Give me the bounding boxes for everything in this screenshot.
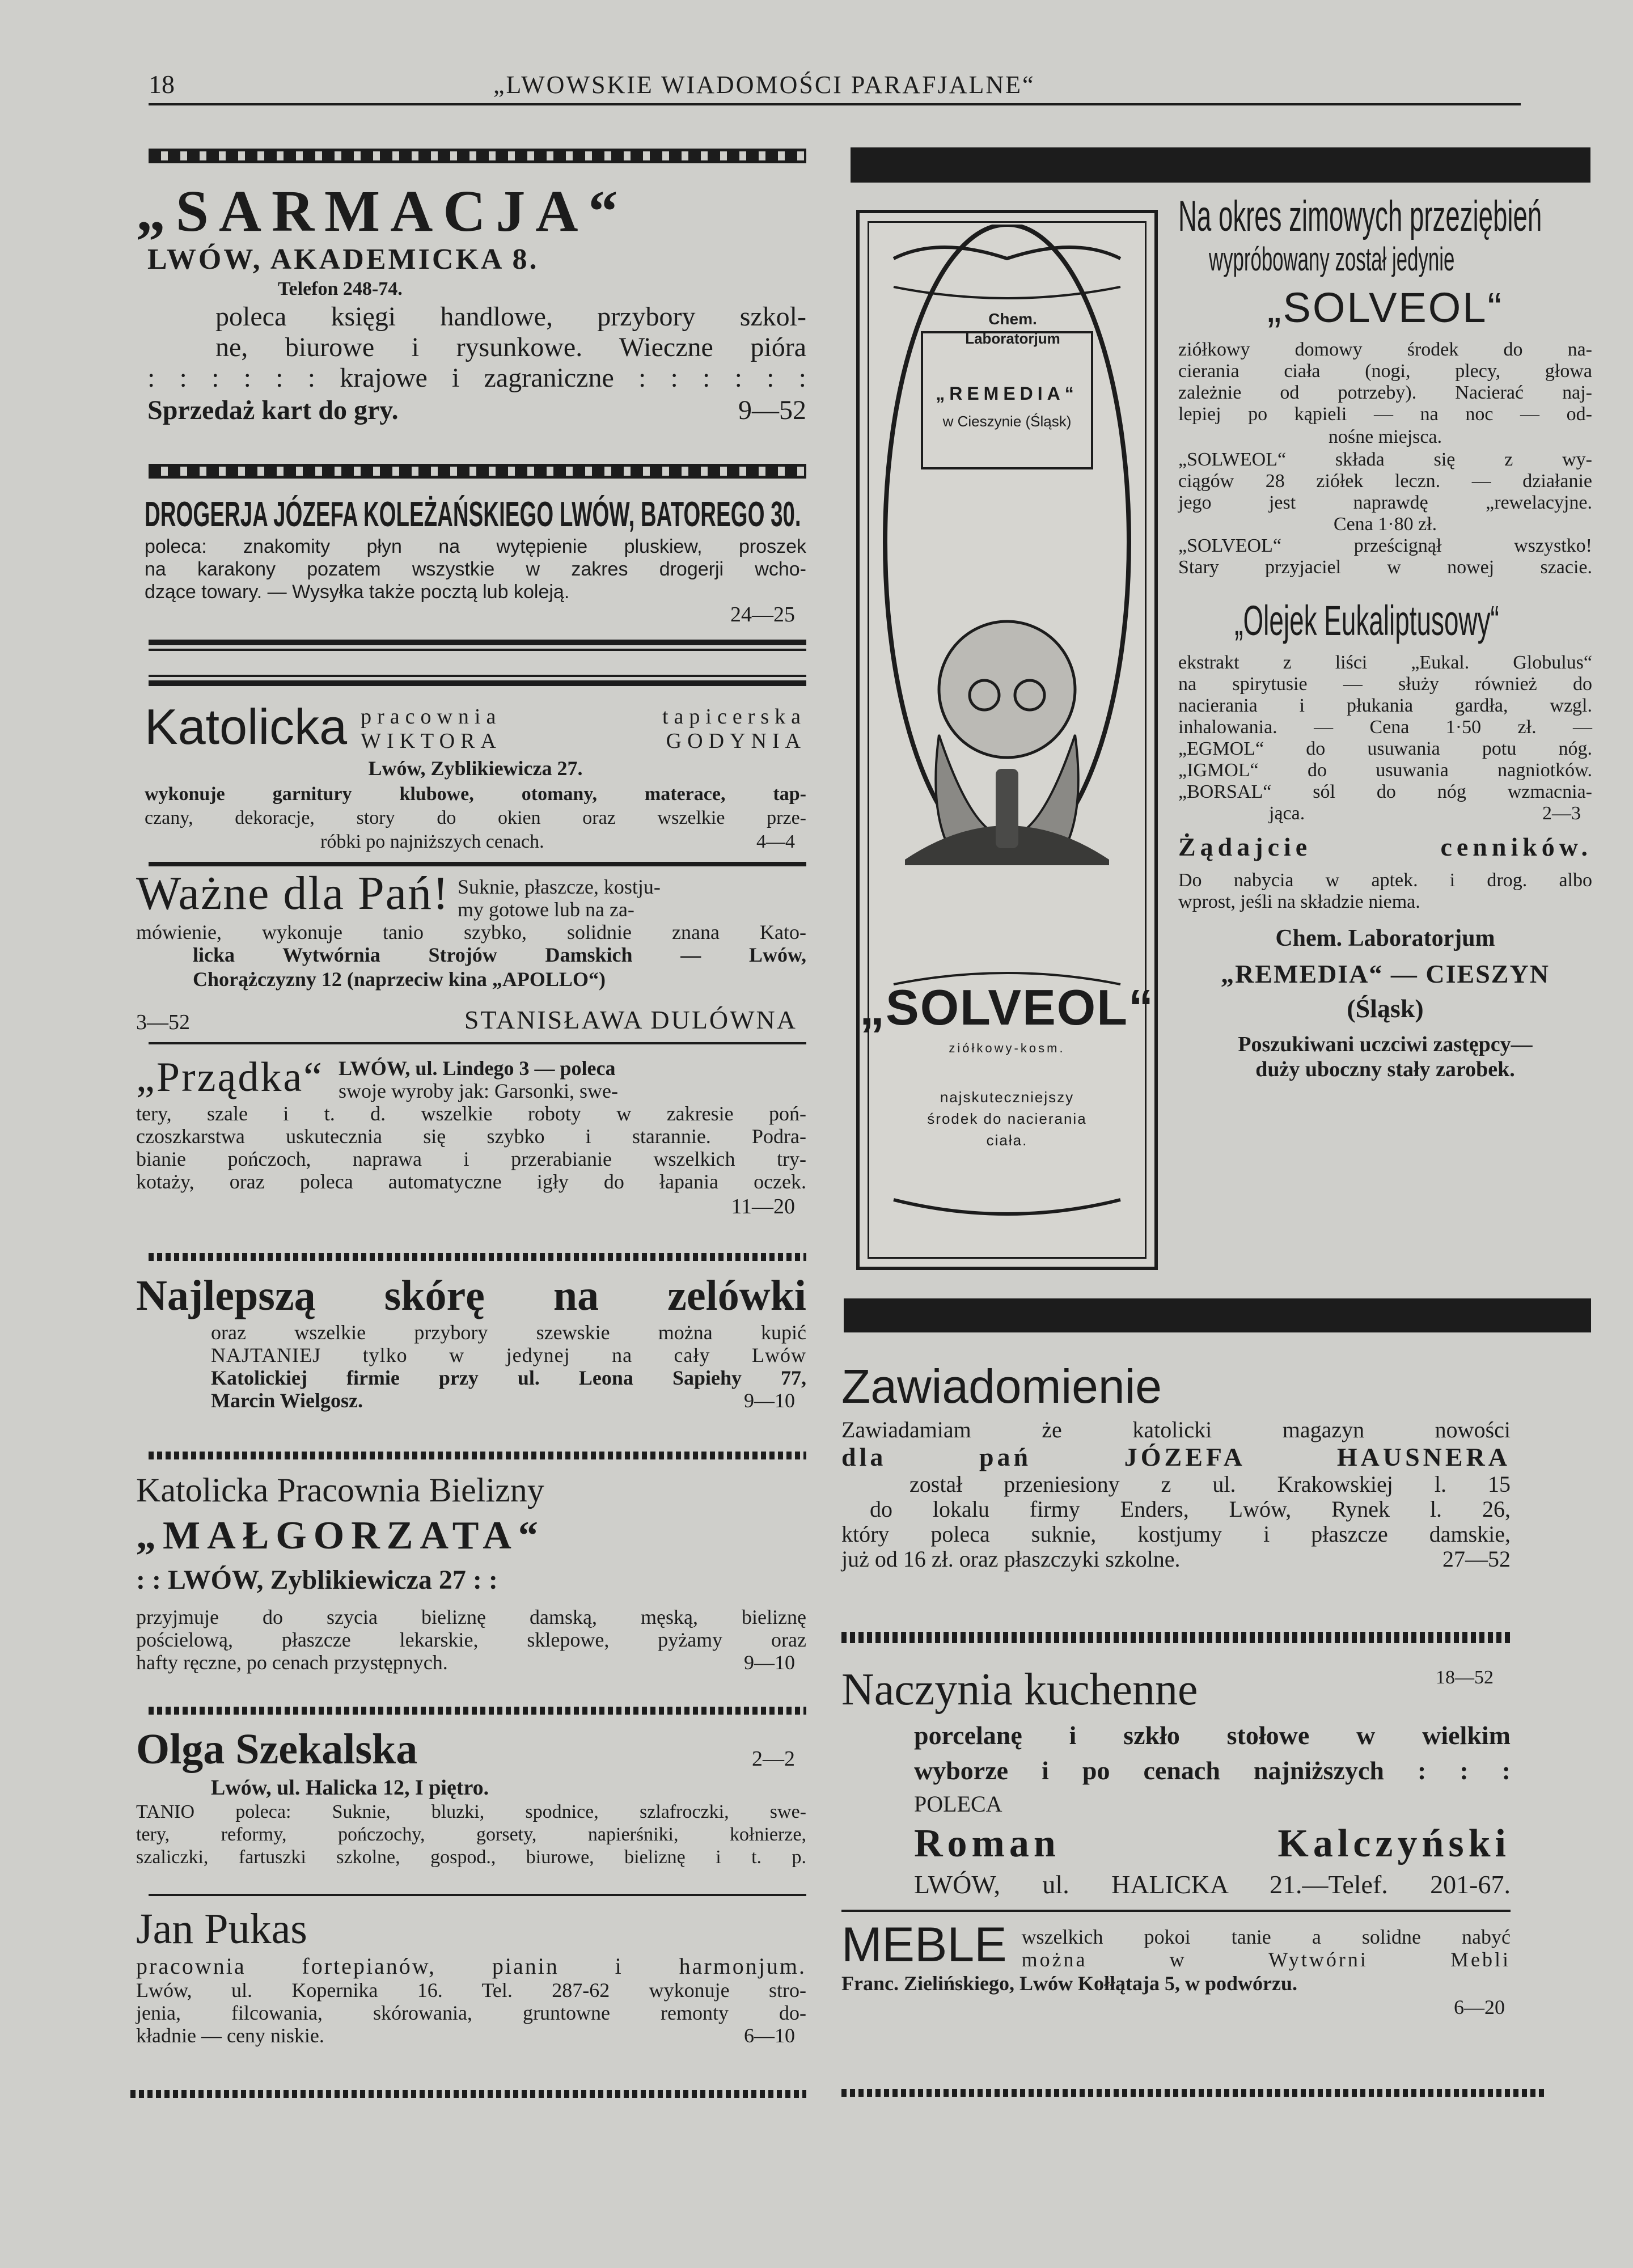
- skora-line: NAJTANIEJ tylko w jedynej na cały Lwów: [211, 1344, 806, 1366]
- meble-side: można w Wytwórni Mebli: [1021, 1948, 1511, 1971]
- wazne-line: Chorążczyzny 12 (naprzeciw kina „APOLLO“): [193, 968, 606, 991]
- solveol-wanted: duży uboczny stały zarobek.: [1255, 1057, 1515, 1081]
- naczynia-name: Roman Kalczyński: [914, 1822, 1511, 1865]
- solveol-desc: najskuteczniejszy: [940, 1089, 1074, 1106]
- zawiadomienie-line: Zawiadamiam że katolicki magazyn nowości: [841, 1417, 1511, 1442]
- solveol-line: na spirytusie — służy również do: [1178, 674, 1592, 695]
- ad-malgorzata: [136, 1469, 806, 1674]
- solveol-line: „SOLWEOL“ składa się z wy-: [1178, 449, 1592, 470]
- ad-katolicka-tapicerska: [145, 692, 806, 854]
- solveol-line: zależnie od potrzeby). Nacierać naj-: [1178, 382, 1592, 403]
- divider: [149, 1042, 806, 1044]
- ad-drogerja: [145, 494, 806, 626]
- solveol-line: „IGMOL“ do usuwania nagniotków.: [1178, 760, 1592, 781]
- sarmacja-line: ne, biurowe i rysunkowe. Wieczne pióra: [215, 332, 806, 362]
- solveol-last-line: jąca.: [1269, 803, 1305, 824]
- solveol-slask: (Śląsk): [1347, 994, 1424, 1023]
- drogerja-line: poleca: znakomity płyn na wytępienie pluskiew, proszek: [145, 536, 806, 557]
- ad-naczynia: [841, 1661, 1511, 1902]
- black-bar: [844, 1298, 1591, 1332]
- ad-olga: [136, 1724, 806, 1869]
- zawiadomienie-last-line: już od 16 zł. oraz płaszczyki szkolne.: [841, 1546, 1181, 1572]
- ad-code: 2—2: [752, 1747, 795, 1771]
- solveol-line: inhalowania. — Cena 1·50 zł. —: [1178, 717, 1592, 738]
- ad-skora: [136, 1270, 806, 1412]
- katolicka-line: wykonuje garnitury klubowe, otomany, materace, tap-: [145, 784, 806, 805]
- page-header-title: „LWOWSKIE WIADOMOŚCI PARAFJALNE“: [493, 71, 1035, 99]
- dotted-divider: [841, 2089, 1545, 2097]
- malgorzata-last-line: hafty ręczne, po cenach przystępnych.: [136, 1651, 448, 1674]
- ad-meble: [841, 1919, 1511, 2019]
- solveol-wanted: Poszukiwani uczciwi zastępcy—: [1238, 1033, 1533, 1056]
- zawiadomienie-title: Zawiadomienie: [841, 1360, 1162, 1413]
- naczynia-line: porcelanę i szkło stołowe w wielkim: [914, 1721, 1511, 1750]
- solveol-lab: Laboratorjum: [965, 330, 1060, 347]
- ad-pukas: [136, 1904, 806, 2047]
- meble-side: wszelkich pokoi tanie a solidne nabyć: [1021, 1926, 1511, 1948]
- ad-zawiadomienie: [841, 1355, 1511, 1572]
- sarmacja-address: LWÓW, AKADEMICKA 8.: [147, 243, 539, 276]
- ad-code: 6—10: [744, 2024, 795, 2047]
- solveol-price: Cena 1·80 zł.: [1333, 514, 1437, 535]
- solveol-brand: „SOLVEOL“: [860, 979, 1154, 1035]
- solveol-line: wprost, jeśli na składzie niema.: [1178, 891, 1420, 912]
- divider: [149, 1894, 806, 1896]
- meble-line: Franc. Zielińskiego, Lwów Kołłątaja 5, w podwórzu.: [841, 1972, 1298, 1995]
- katolicka-address: Lwów, Zyblikiewicza 27.: [368, 757, 583, 780]
- olga-line: tery, reformy, pończochy, gorsety, napierśniki, kołnierze,: [136, 1824, 806, 1845]
- przadka-side: LWÓW, ul. Lindego 3 — poleca: [339, 1057, 616, 1080]
- solveol-line: nośne miejsca.: [1328, 426, 1442, 447]
- solveol-tag: ziółkowy-kosm.: [949, 1041, 1065, 1055]
- wazne-line: mówienie, wykonuje tanio szybko, solidnie znana Kato-: [136, 921, 806, 943]
- sarmacja-line: : : : : : : krajowe i zagraniczne : : : : : :: [147, 363, 806, 393]
- ad-code: 3—52: [136, 1010, 190, 1034]
- ornament-divider: [149, 149, 806, 163]
- solveol-line: ekstrakt z liści „Eukal. Globulus“: [1178, 652, 1592, 673]
- header-rule: [149, 103, 1521, 105]
- wazne-line: licka Wytwórnia Strojów Damskich — Lwów,: [193, 943, 806, 966]
- katolicka-last-line: róbki po najniższych cenach.: [320, 831, 544, 852]
- divider: [149, 680, 806, 686]
- katolicka-small-top: pracownia tapicerska: [361, 705, 806, 729]
- solveol-cennik: Żądajcie cenników.: [1178, 832, 1592, 861]
- ad-wazne-dla-pan: [136, 866, 806, 1035]
- pukas-last-line: kładnie — ceny niskie.: [136, 2024, 324, 2047]
- ornament-divider: [149, 464, 806, 479]
- solveol-olejek: „Olejek Eukaliptusowy“: [1234, 597, 1499, 644]
- malgorzata-line: przyjmuje do szycia bieliznę damską, męską, bieliznę: [136, 1606, 806, 1628]
- pukas-line: Lwów, ul. Kopernika 16. Tel. 287-62 wykonuje stro-: [136, 1979, 806, 2002]
- zawiadomienie-line: dla pań JÓZEFA HAUSNERA: [841, 1442, 1511, 1471]
- malgorzata-line: pościelową, płaszcze lekarskie, sklepowe, pyżamy oraz: [136, 1628, 806, 1651]
- naczynia-line: wyborze i po cenach najniższych : : :: [914, 1756, 1511, 1785]
- wazne-side: my gotowe lub na za-: [458, 898, 634, 921]
- olga-name: Olga Szekalska: [136, 1725, 418, 1773]
- skora-line: oraz wszelkie przybory szewskie można kupić: [211, 1321, 806, 1344]
- przadka-big: „Prządka“: [136, 1054, 324, 1101]
- sarmacja-line: poleca księgi handlowe, przybory szkol-: [215, 302, 806, 332]
- ad-przadka: [136, 1050, 806, 1220]
- skora-line: Katolickiej firmie przy ul. Leona Sapiehy 77,: [211, 1366, 806, 1389]
- solveol-line: lepiej po kąpieli — na noc — od-: [1178, 404, 1592, 425]
- olga-line: szaliczki, fartuszki szkolne, gospod., biurowe, bieliznę i t. p.: [136, 1847, 806, 1868]
- black-bar: [851, 147, 1590, 183]
- divider: [149, 649, 806, 651]
- solveol-lab: Chem.: [988, 310, 1037, 328]
- dotted-divider: [841, 1632, 1511, 1643]
- ad-sarmacja: [136, 180, 806, 428]
- przadka-line: bianie pończoch, naprawa i przerabianie wszelkich try-: [136, 1148, 806, 1170]
- sarmacja-name: „SARMACJA“: [136, 179, 628, 244]
- solveol-line: Stary przyjaciel w nowej szacie.: [1178, 557, 1592, 578]
- solveol-line: „EGMOL“ do usuwania potu nóg.: [1178, 738, 1592, 759]
- zawiadomienie-line: do lokalu firmy Enders, Lwów, Rynek l. 26,: [870, 1496, 1511, 1522]
- ad-code: 9—10: [744, 1389, 795, 1412]
- solveol-brand-text: „SOLVEOL“: [1267, 284, 1504, 331]
- skora-big: Najlepszą skórę na zelówki: [136, 1272, 806, 1319]
- solveol-head: Na okres zimowych przeziębień: [1178, 192, 1542, 240]
- naczynia-poleca: POLECA: [914, 1791, 1002, 1817]
- przadka-line: kotaży, oraz poleca automatyczne igły do łapania oczek.: [136, 1170, 806, 1193]
- malgorzata-address: : : LWÓW, Zyblikiewicza 27 : :: [136, 1565, 498, 1595]
- sarmacja-last-line: Sprzedaż kart do gry.: [147, 395, 399, 425]
- solveol-line: ciągów 28 ziółek leczn. — działanie: [1178, 471, 1592, 492]
- page-number: 18: [149, 70, 175, 99]
- ad-code: 4—4: [756, 831, 795, 852]
- solveol-line: „BORSAL“ sól do nóg wzmacnia-: [1178, 781, 1592, 802]
- katolicka-big: Katolicka: [145, 699, 348, 755]
- katolicka-small-bottom: WIKTORA GODYNIA: [361, 729, 806, 753]
- solveol-line: „SOLVEOL“ prześcignął wszystko!: [1178, 535, 1592, 556]
- divider: [149, 862, 806, 866]
- przadka-side: swoje wyroby jak: Garsonki, swe-: [339, 1080, 618, 1102]
- ad-code: 9—10: [744, 1651, 795, 1674]
- drogerja-title: DROGERJA JÓZEFA KOLEŻAŃSKIEGO LWÓW, BATOREGO 30.: [145, 495, 801, 534]
- solveol-desc: ciała.: [986, 1132, 1028, 1149]
- pukas-line: pracownia fortepianów, pianin i harmonjum.: [136, 1953, 806, 1979]
- solveol-line: ziółkowy domowy środek do na-: [1178, 339, 1592, 360]
- solveol-remedia-text: „REMEDIA“ — CIESZYN: [1221, 959, 1550, 988]
- dotted-divider: [149, 1253, 806, 1261]
- ad-code: 6—20: [1454, 1996, 1505, 2019]
- zawiadomienie-line: został przeniesiony z ul. Krakowskiej l. 15: [909, 1471, 1511, 1497]
- pukas-line: jenia, filcowania, skórowania, gruntowne remonty do-: [136, 2002, 806, 2024]
- ad-code: 2—3: [1542, 803, 1581, 824]
- solveol-line: Do nabycia w aptek. i drog. albo: [1178, 870, 1592, 891]
- pukas-name: Jan Pukas: [136, 1905, 307, 1953]
- dotted-divider: [130, 2090, 806, 2098]
- olga-line: TANIO poleca: Suknie, bluzki, spodnice, szlafroczki, swe-: [136, 1801, 806, 1822]
- sarmacja-phone: Telefon 248-74.: [278, 278, 403, 299]
- ad-code: 24—25: [730, 603, 795, 627]
- przadka-line: czoszkarstwa uskutecznia się szybko i starannie. Podra-: [136, 1125, 806, 1148]
- wazne-signature: STANISŁAWA DULÓWNA: [464, 1005, 797, 1034]
- ad-code: 18—52: [1436, 1667, 1494, 1688]
- drogerja-line: na karakony pozatem wszystkie w zakres drogerji wcho-: [145, 558, 806, 580]
- solveol-illustration: [856, 210, 1158, 1270]
- ad-code: 27—52: [1442, 1546, 1511, 1572]
- ad-code: 11—20: [731, 1195, 795, 1218]
- katolicka-line: czany, dekoracje, story do okien oraz wszelkie prze-: [145, 807, 806, 828]
- meble-big: MEBLE: [841, 1918, 1007, 1972]
- dotted-divider: [149, 1707, 806, 1715]
- olga-address: Lwów, ul. Halicka 12, I piętro.: [211, 1776, 489, 1800]
- drogerja-line: dzące towary. — Wysyłka także pocztą lub koleją.: [145, 581, 570, 603]
- skora-last-line: Marcin Wielgosz.: [211, 1389, 363, 1412]
- solveol-remedia: „REMEDIA“: [936, 383, 1078, 404]
- divider: [149, 675, 806, 677]
- divider: [841, 1910, 1511, 1912]
- naczynia-title: Naczynia kuchenne: [841, 1665, 1198, 1715]
- solveol-lab-text: Chem. Laboratorjum: [1275, 925, 1495, 951]
- wazne-big: Ważne dla Pań!: [136, 867, 450, 920]
- naczynia-address: LWÓW, ul. HALICKA 21.—Telef. 201-67.: [914, 1870, 1511, 1899]
- solveol-head: wypróbowany został jedynie: [1209, 241, 1455, 277]
- zawiadomienie-line: który poleca suknie, kostjumy i płaszcze damskie,: [841, 1521, 1511, 1547]
- divider: [149, 640, 806, 645]
- dotted-divider: [149, 1452, 806, 1459]
- solveol-line: cierania ciała (nogi, plecy, głowa: [1178, 361, 1592, 382]
- ad-code: 9—52: [738, 395, 806, 425]
- solveol-city: w Cieszynie (Śląsk): [942, 413, 1072, 430]
- solveol-line: nacierania i płukania gardła, wzgl.: [1178, 695, 1592, 716]
- solveol-desc: środek do nacierania: [927, 1110, 1087, 1127]
- malgorzata-name: „MAŁGORZATA“: [136, 1514, 545, 1558]
- ad-solveol: [1178, 192, 1592, 1082]
- wazne-side: Suknie, płaszcze, kostju-: [458, 875, 661, 898]
- malgorzata-title: Katolicka Pracownia Bielizny: [136, 1471, 544, 1509]
- solveol-line: jego jest naprawdę „rewelacyjne.: [1178, 492, 1592, 513]
- przadka-line: tery, szale i t. d. wszelkie roboty w zakresie poń-: [136, 1102, 806, 1125]
